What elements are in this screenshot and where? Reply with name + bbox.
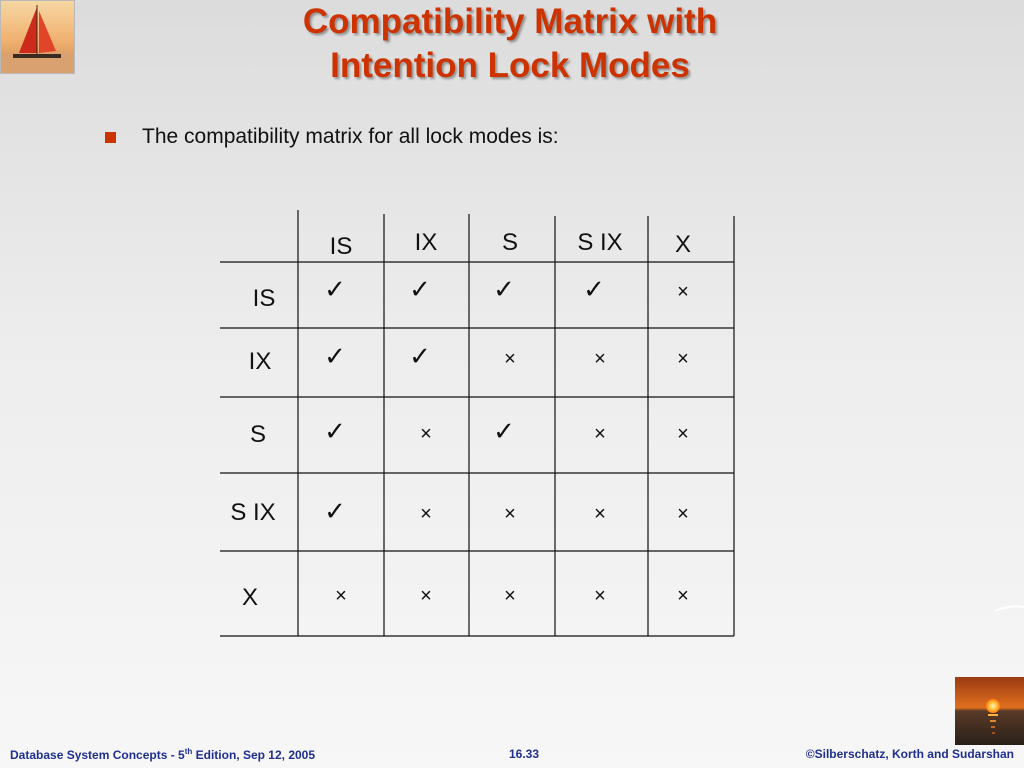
title-line-2: Intention Lock Modes bbox=[330, 46, 690, 85]
incompatible-cross-icon: × bbox=[677, 585, 689, 607]
footer-superscript: th bbox=[184, 747, 193, 756]
footer-book-title-prefix: Database System Concepts - 5 bbox=[10, 748, 185, 762]
incompatible-cross-icon: × bbox=[594, 503, 606, 525]
column-header-ix: IX bbox=[414, 229, 438, 256]
footer-book-title-suffix: Edition, Sep 12, 2005 bbox=[192, 748, 316, 762]
title-line-1: Compatibility Matrix with bbox=[302, 2, 718, 41]
compatible-check-icon: ✓ bbox=[324, 416, 346, 446]
row-header-x: X bbox=[241, 584, 259, 611]
compatible-check-icon: ✓ bbox=[409, 341, 431, 371]
slide-footer bbox=[0, 744, 1024, 764]
incompatible-cross-icon: × bbox=[677, 503, 689, 525]
compatible-check-icon: ✓ bbox=[583, 274, 605, 304]
compatible-check-icon: ✓ bbox=[493, 416, 515, 446]
compatible-check-icon: ✓ bbox=[409, 274, 431, 304]
column-header-s-ix: S IX bbox=[577, 229, 623, 256]
row-header-s: S bbox=[249, 421, 267, 448]
matrix-content bbox=[230, 229, 691, 611]
compatible-check-icon: ✓ bbox=[324, 341, 346, 371]
incompatible-cross-icon: × bbox=[420, 503, 432, 525]
incompatible-cross-icon: × bbox=[677, 281, 689, 303]
incompatible-cross-icon: × bbox=[504, 585, 516, 607]
row-header-is: IS bbox=[252, 285, 276, 312]
column-header-s: S bbox=[501, 229, 519, 256]
compatible-check-icon: ✓ bbox=[324, 274, 346, 304]
column-header-is: IS bbox=[329, 233, 353, 260]
incompatible-cross-icon: × bbox=[504, 348, 516, 370]
footer-copyright: ©Silberschatz, Korth and Sudarshan bbox=[805, 747, 1014, 761]
incompatible-cross-icon: × bbox=[335, 585, 347, 607]
bullet-text: The compatibility matrix for all lock modes is: bbox=[142, 125, 559, 148]
sunset-image bbox=[955, 677, 1024, 745]
compatible-check-icon: ✓ bbox=[493, 274, 515, 304]
incompatible-cross-icon: × bbox=[420, 423, 432, 445]
slide-number: 16.33 bbox=[509, 747, 540, 761]
matrix-grid bbox=[220, 210, 734, 636]
incompatible-cross-icon: × bbox=[504, 503, 516, 525]
decorative-swoosh bbox=[995, 605, 1024, 613]
footer-book-title bbox=[10, 747, 315, 762]
incompatible-cross-icon: × bbox=[420, 585, 432, 607]
compatible-check-icon: ✓ bbox=[324, 496, 346, 526]
column-header-x: X bbox=[674, 231, 692, 258]
incompatible-cross-icon: × bbox=[594, 585, 606, 607]
incompatible-cross-icon: × bbox=[594, 348, 606, 370]
incompatible-cross-icon: × bbox=[677, 348, 689, 370]
row-header-ix: IX bbox=[248, 348, 272, 375]
incompatible-cross-icon: × bbox=[594, 423, 606, 445]
row-header-s-ix: S IX bbox=[230, 499, 276, 526]
incompatible-cross-icon: × bbox=[677, 423, 689, 445]
